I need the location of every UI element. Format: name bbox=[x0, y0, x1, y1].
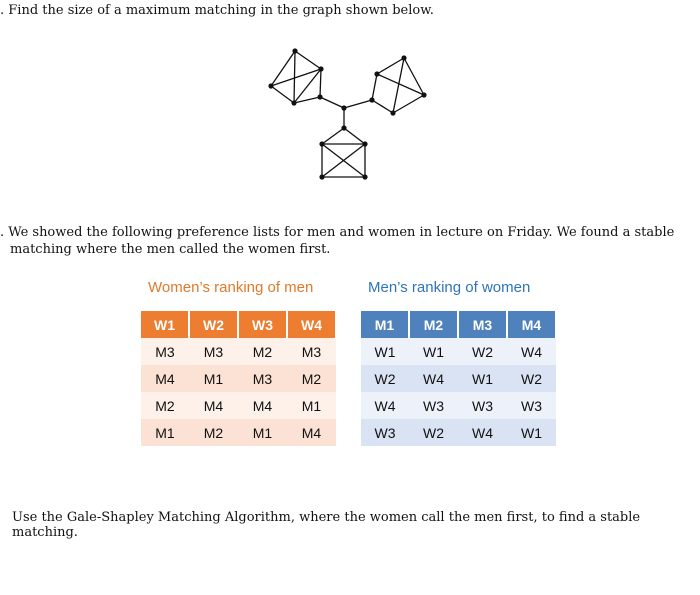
men-ranking-title: Men’s ranking of women bbox=[368, 279, 531, 296]
men-cell: W3 bbox=[361, 419, 409, 446]
women-header-cell: W3 bbox=[238, 311, 287, 338]
table-row bbox=[361, 392, 556, 419]
women-cell: M1 bbox=[287, 392, 336, 419]
men-cell: W2 bbox=[409, 419, 458, 446]
question-2-line-2: matching where the men called the women first. bbox=[10, 242, 331, 257]
question-1-text: . Find the size of a maximum matching in the graph shown below. bbox=[0, 3, 434, 18]
women-header-cell: W2 bbox=[189, 311, 238, 338]
table-row bbox=[141, 365, 336, 392]
men-cell: W1 bbox=[507, 419, 556, 446]
men-cell: W4 bbox=[409, 365, 458, 392]
table-row bbox=[361, 419, 556, 446]
men-header-cell: M4 bbox=[507, 311, 556, 338]
men-cell: W4 bbox=[361, 392, 409, 419]
women-cell: M1 bbox=[189, 365, 238, 392]
table-row bbox=[361, 338, 556, 365]
men-cell: W1 bbox=[409, 338, 458, 365]
question-2-text bbox=[0, 224, 675, 258]
women-cell: M3 bbox=[189, 338, 238, 365]
men-cell: W2 bbox=[458, 338, 507, 365]
women-cell: M1 bbox=[141, 419, 189, 446]
table-row bbox=[361, 365, 556, 392]
women-cell: M4 bbox=[287, 419, 336, 446]
women-table-header-row bbox=[141, 311, 336, 338]
women-cell: M2 bbox=[287, 365, 336, 392]
women-cell: M4 bbox=[141, 365, 189, 392]
table-row bbox=[141, 392, 336, 419]
men-ranking-table bbox=[361, 311, 557, 446]
women-cell: M3 bbox=[238, 365, 287, 392]
men-cell: W1 bbox=[361, 338, 409, 365]
men-cell: W1 bbox=[458, 365, 507, 392]
men-header-cell: M2 bbox=[409, 311, 458, 338]
men-cell: W4 bbox=[458, 419, 507, 446]
men-cell: W3 bbox=[409, 392, 458, 419]
question-2-line-1: . We showed the following preference lists for men and women in lecture on Friday. We found a stable bbox=[0, 225, 675, 240]
men-cell: W4 bbox=[507, 338, 556, 365]
women-cell: M1 bbox=[238, 419, 287, 446]
women-ranking-title: Women’s ranking of men bbox=[148, 279, 314, 296]
men-table-header-row bbox=[361, 311, 556, 338]
men-cell: W3 bbox=[458, 392, 507, 419]
women-cell: M2 bbox=[141, 392, 189, 419]
graph-figure bbox=[255, 40, 435, 185]
women-cell: M4 bbox=[189, 392, 238, 419]
women-cell: M4 bbox=[238, 392, 287, 419]
women-cell: M3 bbox=[141, 338, 189, 365]
men-header-cell: M1 bbox=[361, 311, 409, 338]
table-row bbox=[141, 338, 336, 365]
men-cell: W3 bbox=[507, 392, 556, 419]
women-cell: M2 bbox=[238, 338, 287, 365]
women-ranking-table bbox=[141, 311, 337, 446]
table-row bbox=[141, 419, 336, 446]
men-cell: W2 bbox=[507, 365, 556, 392]
instruction-text: Use the Gale-Shapley Matching Algorithm, where the women call the men first, to find a stable matching. bbox=[12, 510, 641, 540]
women-cell: M3 bbox=[287, 338, 336, 365]
women-header-cell: W4 bbox=[287, 311, 336, 338]
men-header-cell: M3 bbox=[458, 311, 507, 338]
women-header-cell: W1 bbox=[141, 311, 189, 338]
women-cell: M2 bbox=[189, 419, 238, 446]
men-cell: W2 bbox=[361, 365, 409, 392]
